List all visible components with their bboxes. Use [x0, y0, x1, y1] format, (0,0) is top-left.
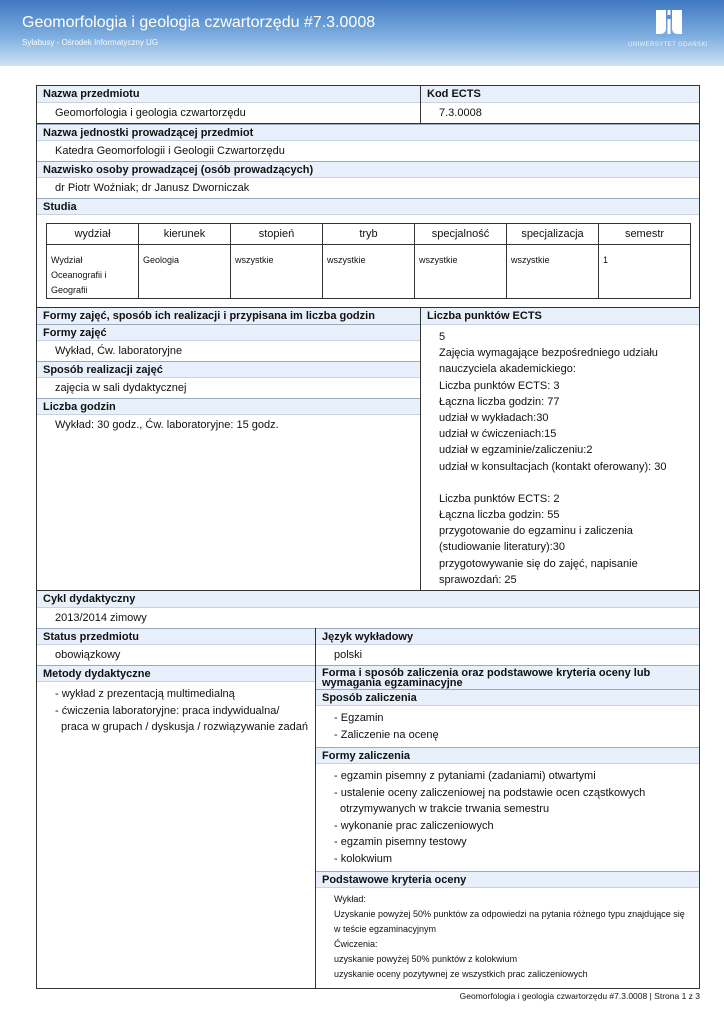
methods-label: Metody dydaktyczne — [37, 665, 315, 681]
delivery-mode-label: Sposób realizacji zajęć — [37, 361, 420, 377]
page-footer: Geomorfologia i geologia czwartorzędu #7.3.0008 | Strona 1 z 3 — [459, 991, 700, 1001]
course-name-value: Geomorfologia i geologia czwartorzędu — [37, 102, 420, 123]
status-label: Status przedmiotu — [37, 628, 315, 644]
hours-value: Wykład: 30 godz., Ćw. laboratoryjne: 15 godz. — [37, 414, 420, 435]
university-logo-icon — [652, 7, 686, 37]
column-header: wydział — [47, 224, 139, 245]
assessment-method-list — [316, 705, 699, 747]
methods-list — [37, 681, 315, 740]
ects-line: Zajęcia wymagające bezpośredniego udziału nauczyciela akademickiego: — [439, 347, 658, 376]
column-header: kierunek — [139, 224, 231, 245]
list-item: - ćwiczenia laboratoryjne: praca indywidualna/ praca w grupach / dyskusja / rozwiązywanie zadań — [55, 703, 309, 736]
criteria-line: Wykład: — [334, 894, 366, 905]
table-cell: wszystkie — [323, 245, 415, 299]
page-header — [0, 0, 724, 66]
studies-label: Studia — [37, 198, 699, 214]
unit-section — [37, 124, 699, 161]
table-cell: Geologia — [139, 245, 231, 299]
language-value: polski — [316, 644, 699, 665]
ects-code-value: 7.3.0008 — [421, 102, 699, 123]
class-forms-value: Wykład, Ćw. laboratoryjne — [37, 340, 420, 361]
list-item: - egzamin pisemny z pytaniami (zadaniami) otwartymi — [334, 768, 693, 785]
ects-line: Liczba punktów ECTS: 3 — [439, 379, 560, 392]
ects-line: Łączna liczba godzin: 77 — [439, 395, 560, 408]
classes-section-label: Formy zajęć, sposób ich realizacji i przypisana im liczba godzin — [37, 308, 420, 324]
course-name-row — [37, 86, 699, 124]
table-cell: Wydział Oceanografii i Geografii — [47, 245, 139, 299]
lecturers-value: dr Piotr Woźniak; dr Janusz Dworniczak — [37, 177, 699, 198]
assessment-forms-label: Formy zaliczenia — [316, 747, 699, 763]
university-logo-text: UNIWERSYTET GDAŃSKI — [628, 42, 708, 48]
criteria-text — [316, 887, 699, 988]
ects-line: Łączna liczba godzin: 55 — [439, 509, 560, 522]
cycle-value: 2013/2014 zimowy — [37, 607, 699, 628]
table-row — [47, 245, 691, 299]
table-cell: wszystkie — [415, 245, 507, 299]
criteria-line: Ćwiczenia: — [334, 939, 378, 950]
class-forms-label: Formy zajęć — [37, 324, 420, 340]
column-header: stopień — [231, 224, 323, 245]
classes-ects-row — [37, 308, 699, 591]
list-item: - wykład z prezentacją multimedialną — [55, 686, 309, 703]
studies-section — [37, 198, 699, 308]
list-item: - Egzamin — [334, 710, 693, 727]
table-cell: wszystkie — [507, 245, 599, 299]
ects-code-label: Kod ECTS — [421, 86, 699, 102]
table-cell: wszystkie — [231, 245, 323, 299]
page-subtitle: Sylabusy - Ośrodek Informatyczny UG — [22, 38, 159, 47]
criteria-line: uzyskanie powyżej 50% punktów z kolokwium — [334, 954, 518, 965]
assessment-method-label: Sposób zaliczenia — [316, 689, 699, 705]
university-logo — [626, 7, 710, 55]
list-item: - wykonanie prac zaliczeniowych — [334, 818, 693, 835]
column-header: tryb — [323, 224, 415, 245]
column-header: semestr — [599, 224, 691, 245]
ects-line: udział w egzaminie/zaliczeniu:2 — [439, 444, 593, 457]
ects-line: 5 — [439, 331, 446, 343]
assessment-forms-list — [316, 763, 699, 871]
ects-line: udział w konsultacjach (kontakt oferowany): 30 — [439, 460, 667, 473]
criteria-line: uzyskanie oceny pozytywnej ze wszystkich prac zaliczeniowych — [334, 969, 588, 980]
unit-label: Nazwa jednostki prowadzącej przedmiot — [37, 124, 699, 140]
studies-table-header — [47, 224, 691, 245]
methods-assessment-row — [37, 665, 699, 989]
list-item: - egzamin pisemny testowy — [334, 834, 693, 851]
lecturers-section — [37, 161, 699, 198]
list-item: - Zaliczenie na ocenę — [334, 727, 693, 744]
column-header: specjalizacja — [507, 224, 599, 245]
studies-table — [46, 223, 691, 299]
lecturers-label: Nazwisko osoby prowadzącej (osób prowadzących) — [37, 161, 699, 177]
cycle-label: Cykl dydaktyczny — [37, 591, 699, 607]
delivery-mode-value: zajęcia w sali dydaktycznej — [37, 377, 420, 398]
table-cell: 1 — [599, 245, 691, 299]
criteria-line: Uzyskanie powyżej 50% punktów za odpowiedzi na pytania różnego typu znajdujące się w teście egzaminacyjnym — [334, 909, 685, 935]
syllabus-document — [36, 85, 700, 989]
page-title: Geomorfologia i geologia czwartorzędu #7.3.0008 — [22, 14, 376, 31]
ects-line: udział w ćwiczeniach:15 — [439, 428, 557, 441]
unit-value: Katedra Geomorfologii i Geologii Czwartorzędu — [37, 140, 699, 161]
list-item: - kolokwium — [334, 851, 693, 868]
criteria-label: Podstawowe kryteria oceny — [316, 871, 699, 887]
ects-points-label: Liczba punktów ECTS — [421, 308, 699, 324]
column-header: specjalność — [415, 224, 507, 245]
ects-line: udział w wykładach:30 — [439, 412, 549, 425]
ects-line: przygotowywanie się do zajęć, napisanie sprawozdań: 25 — [439, 557, 638, 586]
cycle-section — [37, 591, 699, 628]
assessment-label: Forma i sposób zaliczenia oraz podstawowe kryteria oceny lub wymagania egzaminacyjne — [316, 665, 699, 689]
ects-points-details — [421, 324, 699, 590]
course-name-label: Nazwa przedmiotu — [37, 86, 420, 102]
ects-line: Liczba punktów ECTS: 2 — [439, 492, 560, 505]
list-item: - ustalenie oceny zaliczeniowej na podstawie ocen cząstkowych otrzymywanych w trakcie trwania semestru — [334, 785, 693, 818]
status-language-row — [37, 628, 699, 665]
ects-line: przygotowanie do egzaminu i zaliczenia (studiowanie literatury):30 — [439, 525, 633, 554]
language-label: Język wykładowy — [316, 628, 699, 644]
status-value: obowiązkowy — [37, 644, 315, 665]
hours-label: Liczba godzin — [37, 398, 420, 414]
